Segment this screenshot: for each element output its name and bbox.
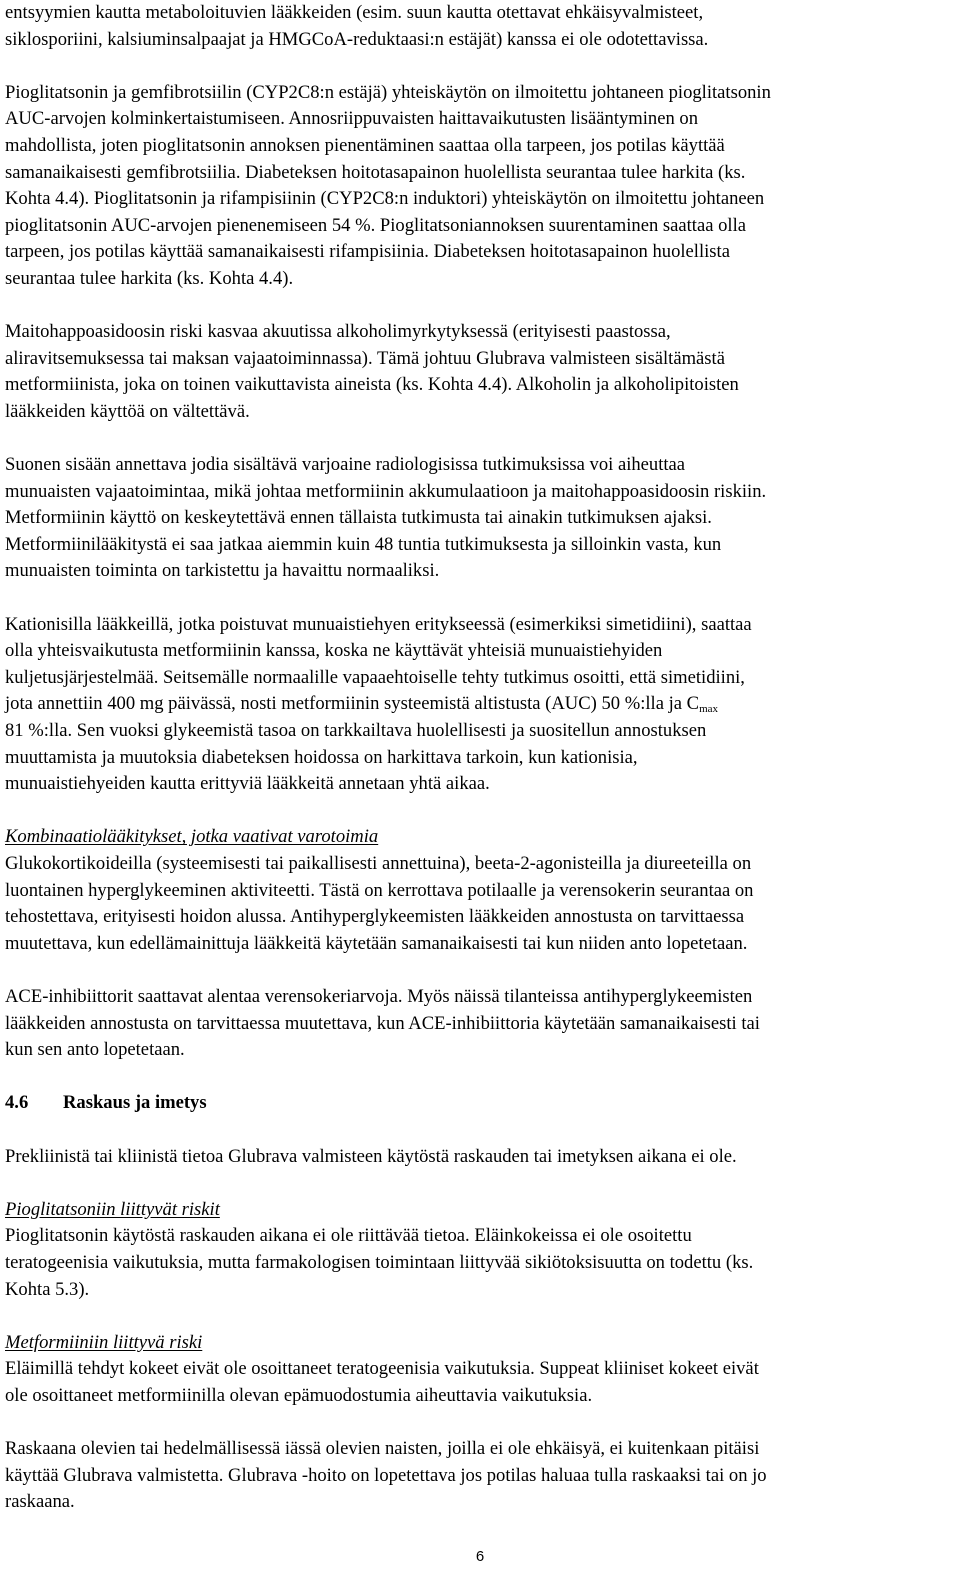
paragraph-pregnancy-advice	[5, 1436, 955, 1516]
section-number: 4.6	[5, 1092, 29, 1114]
text-line: Kohta 4.4). Pioglitatsonin ja rifampisiinin (CYP2C8:n induktori) yhteiskäytön on ilmoitettu johtaneen	[5, 188, 765, 210]
text-line: lääkkeiden käyttöä on vältettävä.	[5, 400, 250, 422]
paragraph-cationic-drugs	[5, 612, 955, 798]
text-line: tehostettava, erityisesti hoidon alussa. Antihyperglykeemisten lääkkeiden annostusta on tarvittaessa	[5, 906, 745, 928]
text-line: ACE-inhibiittorit saattavat alentaa verensokeriarvoja. Myös näissä tilanteissa antihyperglykeemisten	[5, 985, 753, 1007]
text-line: munuaisten vajaatoimintaa, mikä johtaa metformiinin akkumulaatioon ja maitohappoasidoosin riskiin.	[5, 480, 767, 502]
text-line	[5, 691, 955, 718]
text-line: ole osoittaneet metformiinilla olevan epämuodostumia aiheuttavia vaikutuksia.	[5, 1384, 593, 1406]
text-line: käyttää Glubrava valmistetta. Glubrava -hoito on lopetettava jos potilas haluaa tulla raskaaksi tai on jo	[5, 1464, 767, 1486]
text-line: kuljetusjärjestelmää. Seitsemälle normaalille vapaaehtoiselle tehty tutkimus osoitti, että simetidiini,	[5, 666, 745, 688]
text-line: Pioglitatsonin ja gemfibrotsiilin (CYP2C8:n estäjä) yhteiskäytön on ilmoitettu johtaneen pioglitatsonin	[5, 81, 771, 103]
document-page	[5, 0, 955, 1516]
section-title: Raskaus ja imetys	[63, 1092, 207, 1114]
text-line: lääkkeiden annostusta on tarvittaessa muutettava, kun ACE-inhibiittoria käytetään samanaikaisesti tai	[5, 1012, 760, 1034]
paragraph-pioglitazone-risks	[5, 1197, 955, 1303]
text-line: aliravitsemuksessa tai maksan vajaatoiminnassa). Tämä johtuu Glubrava valmisteen sisältämästä	[5, 347, 725, 369]
text-line: luontainen hyperglykeeminen aktiviteetti. Tästä on kerrottava potilaalle ja verensokerin seurantaa on	[5, 879, 754, 901]
text-line: metformiinista, joka on toinen vaikuttavista aineista (ks. Kohta 4.4). Alkoholin ja alkoholipitoisten	[5, 374, 739, 396]
text-line: teratogeenisia vaikutuksia, mutta farmakologisen toimintaan liittyvää sikiötoksisuutta on todettu (ks.	[5, 1251, 754, 1273]
text-line: Eläimillä tehdyt kokeet eivät ole osoittaneet teratogeenisia vaikutuksia. Suppeat kliiniset kokeet eivät	[5, 1358, 759, 1380]
text-line: Metformiinin käyttö on keskeytettävä ennen tällaista tutkimusta tai ainakin tutkimuksen ajaksi.	[5, 507, 712, 529]
subheading-metformin: Metformiiniin liittyvä riski	[5, 1331, 203, 1353]
text-line: muutettava, kun edellämainittuja lääkkeitä käytetään samanaikaisesti tai kun niiden anto lopetetaan.	[5, 932, 748, 954]
page-number: 6	[475, 1548, 485, 1565]
subheading-pioglitazone: Pioglitatsoniin liittyvät riskit	[5, 1198, 220, 1220]
text-line: Kationisilla lääkkeillä, jotka poistuvat munuaistiehyen eritykseessä (esimerkiksi simetidiini), saattaa	[5, 613, 752, 635]
text-line: siklosporiini, kalsiuminsalpaajat ja HMGCoA-reduktaasi:n estäjät) kanssa ei ole odotettavissa.	[5, 28, 709, 50]
paragraph-alcohol	[5, 319, 955, 425]
subheading-combination: Kombinaatiolääkitykset, jotka vaativat varotoimia	[5, 826, 379, 848]
text-line: samanaikaisesti gemfibrotsiilia. Diabeteksen hoitotasapainon huolellista seurantaa tulee harkita (ks.	[5, 161, 746, 183]
paragraph-preclinical	[5, 1144, 955, 1171]
paragraph-gemfibrozil-rifampicin	[5, 80, 955, 293]
text-line: pioglitatsonin AUC-arvojen pienenemiseen 54 %. Pioglitatsoniannoksen suurentaminen saattaa olla	[5, 214, 747, 236]
paragraph-ace-inhibitors	[5, 984, 955, 1064]
text-line: entsyymien kautta metaboloituvien lääkkeiden (esim. suun kautta otettavat ehkäisyvalmisteet,	[5, 2, 704, 23]
text-line: tarpeen, jos potilas käyttää samanaikaisesti rifampisiinia. Diabeteksen hoitotasapainon huolellista	[5, 241, 730, 263]
text-line: AUC-arvojen kolminkertaistumiseen. Annosriippuvaisten haittavaikutusten lisääntyminen on	[5, 108, 699, 130]
paragraph-contrast-agent	[5, 452, 955, 585]
paragraph-metabolism	[5, 0, 955, 53]
text-line: kun sen anto lopetetaan.	[5, 1039, 185, 1061]
text-line: muuttamista ja muutoksia diabeteksen hoidossa on harkittava tarkoin, kun kationisia,	[5, 746, 638, 768]
text-line: Metformiinilääkitystä ei saa jatkaa aiemmin kuin 48 tuntia tutkimuksesta ja silloinkin vasta, kun	[5, 533, 722, 555]
paragraph-metformin-risk	[5, 1330, 955, 1410]
text-line: Maitohappoasidoosin riski kasvaa akuutissa alkoholimyrkytyksessä (erityisesti paastossa,	[5, 321, 671, 343]
text-line: Suonen sisään annettava jodia sisältävä varjoaine radiologisissa tutkimuksissa voi aiheuttaa	[5, 454, 686, 476]
text-fragment: jota annettiin 400 mg päivässä, nosti metformiinin systeemistä altistusta (AUC) 50 %:lla ja C	[5, 693, 700, 715]
paragraph-combination-precautions	[5, 824, 955, 957]
text-line: munuaistiehyeiden kautta erittyviä lääkkeitä annetaan yhtä aikaa.	[5, 773, 490, 795]
text-line: mahdollista, joten pioglitatsonin annoksen pienentäminen saattaa olla tarpeen, jos potilas käyttää	[5, 134, 725, 156]
text-line: Glukokortikoideilla (systeemisesti tai paikallisesti annettuina), beeta-2-agonisteilla ja diureeteilla on	[5, 853, 752, 874]
text-line: seurantaa tulee harkita (ks. Kohta 4.4).	[5, 267, 294, 289]
text-line: 81 %:lla. Sen vuoksi glykeemistä tasoa on tarkkailtava huolellisesti ja suositellun annostuksen	[5, 720, 707, 742]
text-line: Raskaana olevien tai hedelmällisessä iässä olevien naisten, joilla ei ole ehkäisyä, ei kuitenkaan pitäisi	[5, 1438, 760, 1460]
subscript-max: max	[699, 703, 719, 716]
text-line: raskaana.	[5, 1491, 75, 1513]
text-line: munuaisten toiminta on tarkistettu ja havaittu normaaliksi.	[5, 560, 440, 582]
section-heading	[5, 1090, 955, 1117]
text-line: olla yhteisvaikutusta metformiinin kanssa, koska ne käyttävät yhteisiä munuaistiehyiden	[5, 640, 663, 662]
text-line: Kohta 5.3).	[5, 1278, 90, 1300]
text-line: Pioglitatsonin käytöstä raskauden aikana ei ole riittävää tietoa. Eläinkokeissa ei ole osoitettu	[5, 1225, 692, 1247]
text-line: Prekliinistä tai kliinistä tietoa Glubrava valmisteen käytöstä raskauden tai imetyksen aikana ei ole.	[5, 1145, 737, 1167]
